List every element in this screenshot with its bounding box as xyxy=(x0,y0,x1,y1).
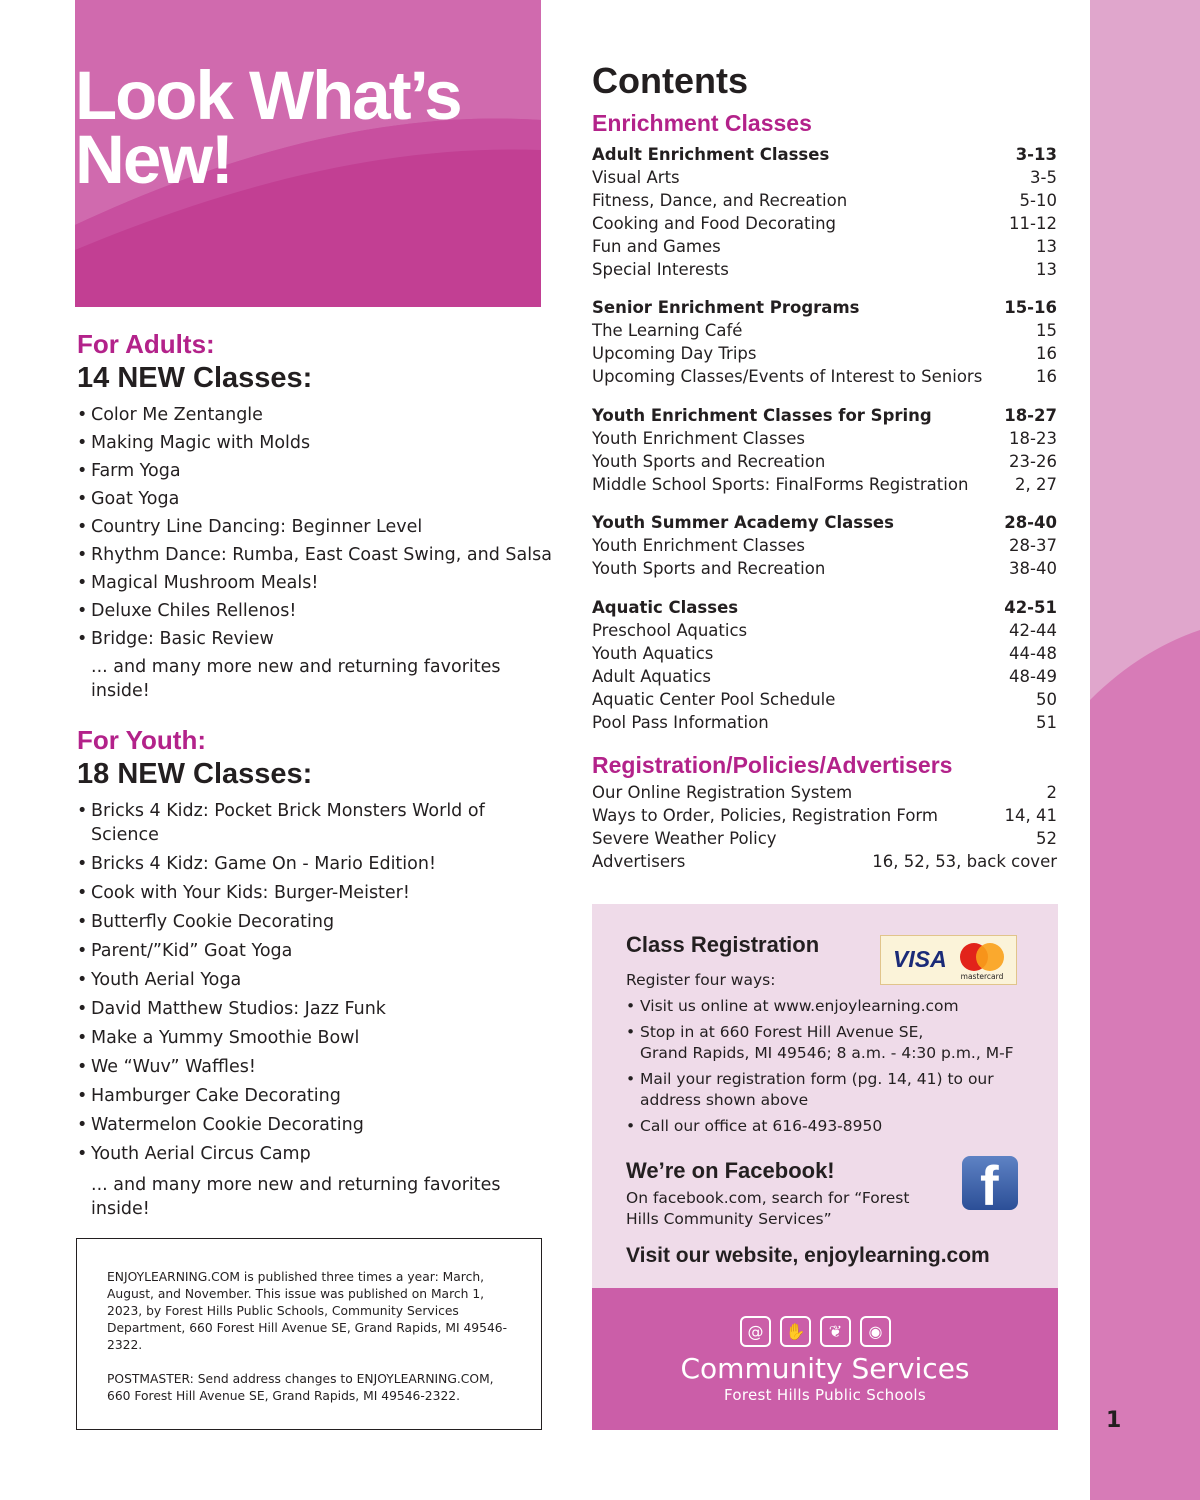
page-number: 1 xyxy=(1106,1408,1122,1433)
toc-row[interactable]: Middle School Sports: FinalForms Registration 2, 27 xyxy=(592,475,1057,494)
list-item: • Call our office at 616-493-8950 xyxy=(626,1116,1026,1137)
svg-text:mastercard: mastercard xyxy=(960,972,1004,981)
toc-group-senior xyxy=(592,297,1057,389)
facebook-icon[interactable]: f xyxy=(962,1156,1018,1210)
toc-row[interactable]: Upcoming Day Trips 16 xyxy=(592,344,1057,363)
enrichment-classes-title: Enrichment Classes xyxy=(592,110,812,136)
toc-row[interactable]: Youth Sports and Recreation 23-26 xyxy=(592,452,1057,471)
list-item: • Bridge: Basic Review xyxy=(77,627,547,655)
toc-group-aquatic xyxy=(592,597,1057,735)
youth-kicker: For Youth: xyxy=(77,725,207,755)
toc-row[interactable]: Aquatic Center Pool Schedule 50 xyxy=(592,690,1057,709)
facebook-heading: We’re on Facebook! xyxy=(626,1158,835,1183)
list-item: • Making Magic with Molds xyxy=(77,431,547,459)
adults-more-note: ... and many more new and returning favorites inside! xyxy=(91,657,501,701)
list-item: • Mail your registration form (pg. 14, 41) to our address shown above xyxy=(626,1069,1026,1111)
registration-policies-title: Registration/Policies/Advertisers xyxy=(592,752,953,778)
visa-logo: VISA xyxy=(893,946,947,972)
toc-row[interactable]: Fun and Games 13 xyxy=(592,237,1057,256)
toc-row[interactable]: Youth Aquatics 44-48 xyxy=(592,644,1057,663)
toc-row[interactable]: Upcoming Classes/Events of Interest to Seniors 16 xyxy=(592,367,1057,386)
list-item: • Butterfly Cookie Decorating xyxy=(77,910,517,939)
toc-row[interactable]: Our Online Registration System 2 xyxy=(592,783,1057,802)
list-item: • David Matthew Studios: Jazz Funk xyxy=(77,997,517,1026)
toc-row[interactable]: The Learning Café 15 xyxy=(592,321,1057,340)
list-item: • Watermelon Cookie Decorating xyxy=(77,1113,517,1142)
toc-row[interactable]: Visual Arts 3-5 xyxy=(592,168,1057,187)
list-item: • Magical Mushroom Meals! xyxy=(77,571,547,599)
list-item: • Stop in at 660 Forest Hill Avenue SE, Grand Rapids, MI 49546; 8 a.m. - 4:30 p.m., M-F xyxy=(626,1022,1026,1064)
list-item: • Make a Yummy Smoothie Bowl xyxy=(77,1026,517,1055)
plant-icon: ❦ xyxy=(820,1316,851,1347)
toc-row[interactable]: Senior Enrichment Programs 15-16 xyxy=(592,298,1057,317)
adults-kicker: For Adults: xyxy=(77,329,215,359)
spiral-icon: @ xyxy=(740,1316,771,1347)
class-registration-box xyxy=(592,904,1058,1430)
youth-classes-list xyxy=(77,799,517,1221)
publisher-paragraph: ENJOYLEARNING.COM is published three times a year: March, August, and November. This issue was published on March 1, 2023, by Forest Hills Public Schools, Community Services Department, 660 Forest Hill Avenue SE, Grand Rapids, MI 49546-2322. xyxy=(107,1270,508,1352)
youth-heading: 18 NEW Classes: xyxy=(77,758,313,790)
contents-title: Contents xyxy=(592,60,748,101)
youth-more-note: ... and many more new and returning favorites inside! xyxy=(91,1175,501,1219)
toc-row[interactable]: Preschool Aquatics 42-44 xyxy=(592,621,1057,640)
banner-title-line1: Look What’s xyxy=(75,57,461,134)
toc-row[interactable]: Severe Weather Policy 52 xyxy=(592,829,1057,848)
list-item: • We “Wuv” Waffles! xyxy=(77,1055,517,1084)
list-item: • Visit us online at www.enjoylearning.com xyxy=(626,996,1026,1017)
toc-row[interactable]: Adult Enrichment Classes 3-13 xyxy=(592,145,1057,164)
list-item: • Bricks 4 Kidz: Pocket Brick Monsters World of Science xyxy=(77,799,517,852)
toc-group-youth-summer xyxy=(592,512,1057,581)
page-edge-decoration xyxy=(1090,0,1200,1500)
banner-title-line2: New! xyxy=(75,121,232,198)
toc-row[interactable]: Fitness, Dance, and Recreation 5-10 xyxy=(592,191,1057,210)
hand-icon: ✋ xyxy=(780,1316,811,1347)
toc-row[interactable]: Aquatic Classes 42-51 xyxy=(592,598,1057,617)
eye-icon: ◉ xyxy=(860,1316,891,1347)
toc-group-registration xyxy=(592,782,1057,874)
community-services-logo xyxy=(592,1288,1058,1430)
toc-row[interactable]: Youth Summer Academy Classes 28-40 xyxy=(592,513,1057,532)
facebook-line-1: On facebook.com, search for “Forest xyxy=(626,1189,910,1207)
header-banner xyxy=(75,0,541,307)
toc-row[interactable]: Ways to Order, Policies, Registration Form 14, 41 xyxy=(592,806,1057,825)
toc-row[interactable]: Youth Sports and Recreation 38-40 xyxy=(592,559,1057,578)
list-item: • Deluxe Chiles Rellenos! xyxy=(77,599,547,627)
list-item: • Farm Yoga xyxy=(77,459,547,487)
list-item: • Rhythm Dance: Rumba, East Coast Swing, and Salsa xyxy=(77,543,547,571)
list-item: • Cook with Your Kids: Burger-Meister! xyxy=(77,881,517,910)
payment-cards-logo xyxy=(880,935,1017,985)
facebook-line-2: Hills Community Services” xyxy=(626,1210,832,1228)
list-item: • Youth Aerial Yoga xyxy=(77,968,517,997)
list-item: • Bricks 4 Kidz: Game On - Mario Edition! xyxy=(77,852,517,881)
toc-row[interactable]: Pool Pass Information 51 xyxy=(592,713,1057,732)
list-item: • Color Me Zentangle xyxy=(77,403,547,431)
website-link[interactable]: Visit our website, enjoylearning.com xyxy=(626,1244,990,1267)
toc-row[interactable]: Cooking and Food Decorating 11-12 xyxy=(592,214,1057,233)
register-intro: Register four ways: xyxy=(626,971,776,989)
toc-row[interactable]: Special Interests 13 xyxy=(592,260,1057,279)
list-item: • Youth Aerial Circus Camp xyxy=(77,1142,517,1171)
toc-row[interactable]: Youth Enrichment Classes for Spring 18-27 xyxy=(592,406,1057,425)
postmaster-paragraph: POSTMASTER: Send address changes to ENJOYLEARNING.COM, 660 Forest Hill Avenue SE, Grand Rapids, MI 49546-2322. xyxy=(107,1372,494,1403)
registration-ways-list xyxy=(626,996,1026,1142)
toc-row[interactable]: Youth Enrichment Classes 18-23 xyxy=(592,429,1057,448)
toc-group-youth-spring xyxy=(592,405,1057,497)
community-services-title: Community Services xyxy=(680,1352,970,1385)
class-registration-heading: Class Registration xyxy=(626,932,820,957)
toc-row[interactable]: Youth Enrichment Classes 28-37 xyxy=(592,536,1057,555)
toc-row[interactable]: Adult Aquatics 48-49 xyxy=(592,667,1057,686)
mastercard-logo xyxy=(954,939,1010,981)
adults-heading: 14 NEW Classes: xyxy=(77,362,313,394)
banner-title xyxy=(75,57,541,198)
list-item: • Parent/”Kid” Goat Yoga xyxy=(77,939,517,968)
list-item: • Country Line Dancing: Beginner Level xyxy=(77,515,547,543)
list-item: • Hamburger Cake Decorating xyxy=(77,1084,517,1113)
toc-row[interactable]: Advertisers 16, 52, 53, back cover xyxy=(592,852,1057,871)
community-services-subtitle: Forest Hills Public Schools xyxy=(723,1386,927,1404)
toc-group-adult xyxy=(592,144,1057,282)
list-item: • Goat Yoga xyxy=(77,487,547,515)
publisher-info-box xyxy=(76,1238,542,1430)
adult-classes-list xyxy=(77,403,552,703)
